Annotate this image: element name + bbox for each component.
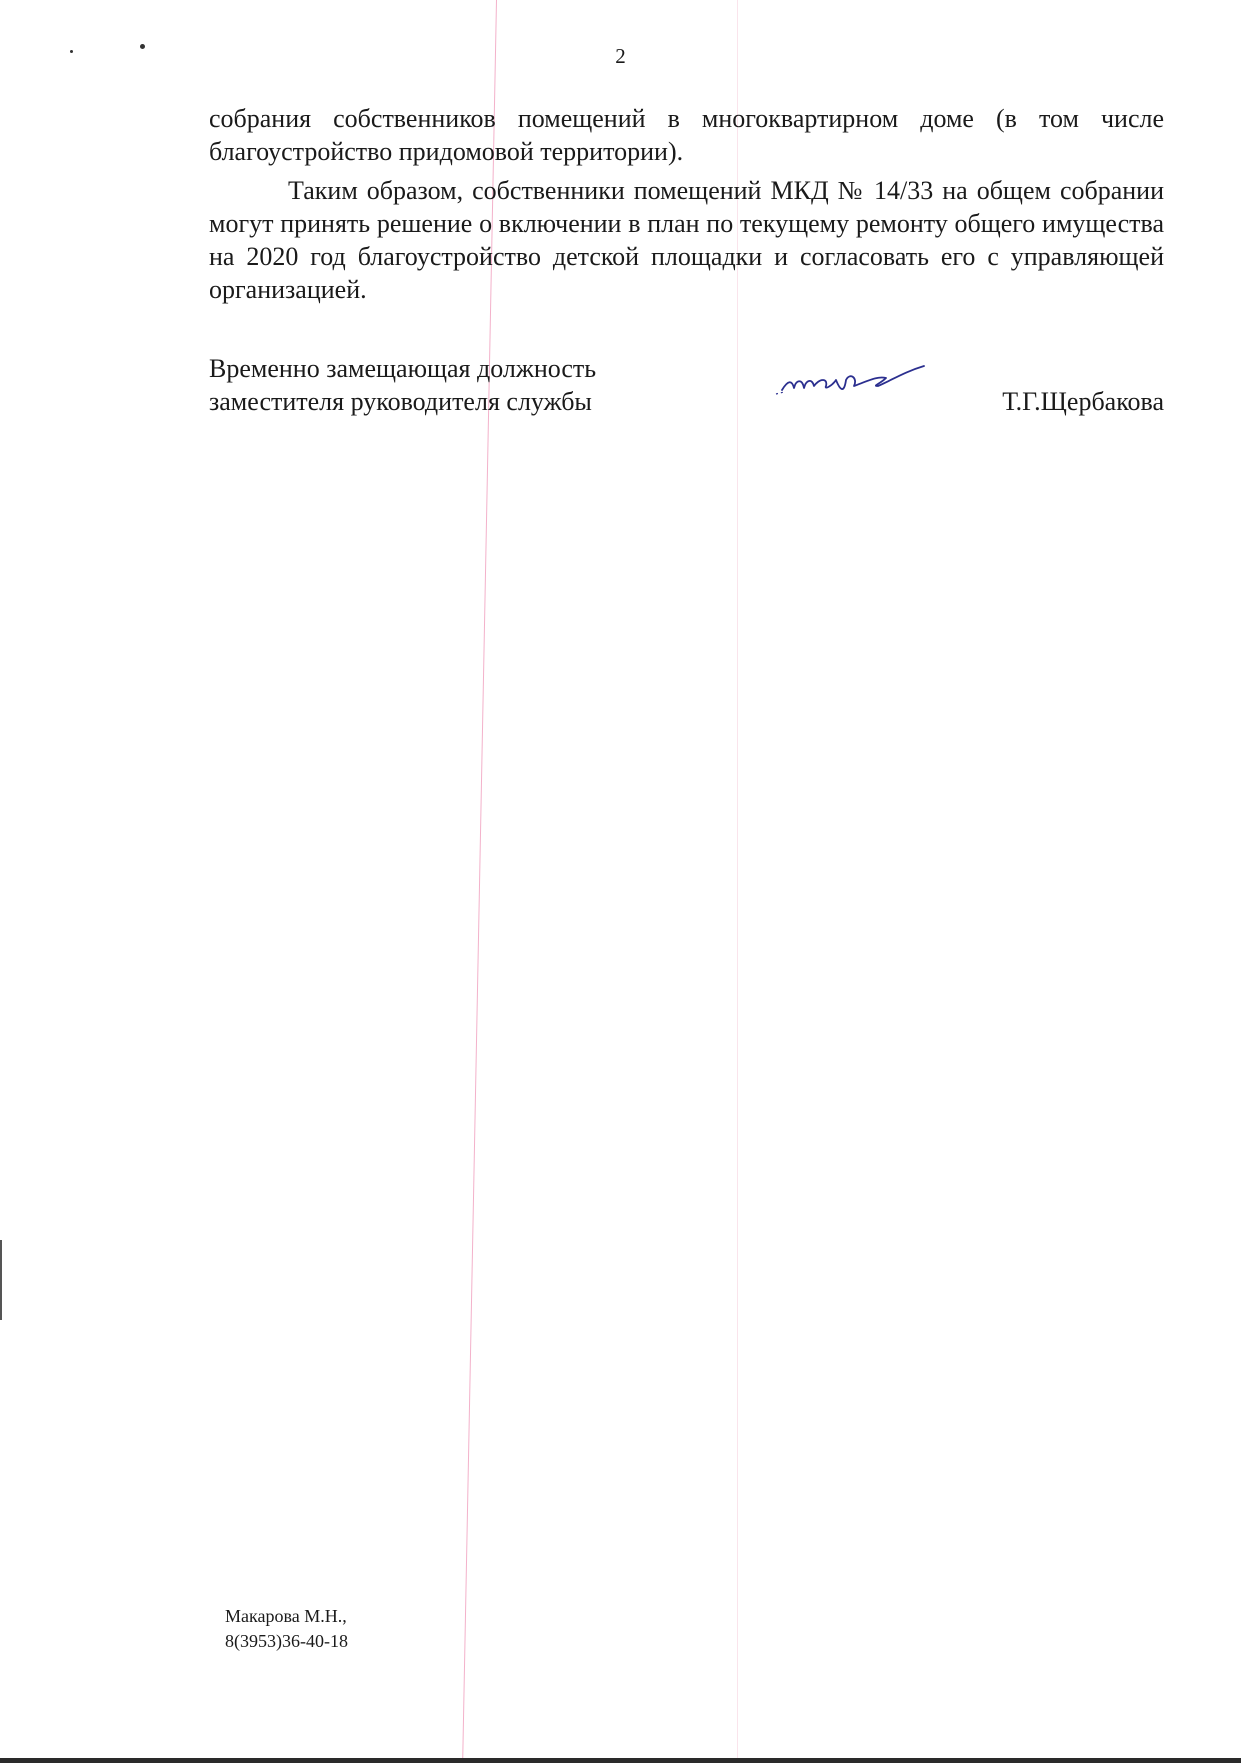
paragraph: собрания собственников помещений в многоквартирном доме (в том числе благоустройство придомовой территории). bbox=[209, 104, 1164, 166]
scan-bottom-edge bbox=[0, 1758, 1241, 1763]
scan-edge-mark bbox=[0, 1240, 2, 1320]
signatory-title-line: заместителя руководителя службы bbox=[209, 387, 592, 416]
document-body bbox=[209, 102, 1164, 310]
executor-contact bbox=[225, 1604, 348, 1654]
handwritten-signature bbox=[774, 350, 944, 400]
executor-name: Макарова М.Н., bbox=[225, 1606, 347, 1626]
page-number: 2 bbox=[615, 44, 626, 68]
executor-phone: 8(3953)36-40-18 bbox=[225, 1631, 348, 1651]
signatory-title bbox=[209, 352, 596, 418]
paragraph: Таким образом, собственники помещений МКД № 14/33 на общем собрании могут принять решение о включении в план по текущему ремонту общего имущества на 2020 год благоустройство детской площадки и согласовать его с управляющей организацией. bbox=[209, 176, 1164, 304]
signatory-title-line: Временно замещающая должность bbox=[209, 354, 597, 383]
signature-block bbox=[209, 352, 1164, 432]
signatory-name: Т.Г.Щербакова bbox=[1002, 387, 1164, 416]
